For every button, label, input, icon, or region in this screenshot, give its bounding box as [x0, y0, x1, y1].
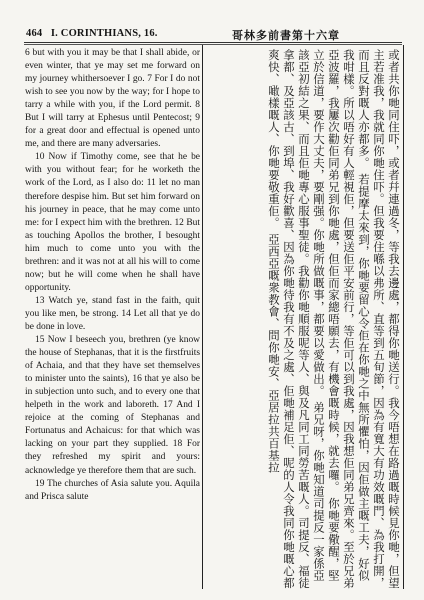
english-paragraph: 13 Watch ye, stand fast in the faith, quit you like men, be strong. 14 Let all that ye do be done in love. — [25, 295, 200, 332]
page-header-left — [26, 28, 158, 39]
header-rule-thin — [24, 44, 402, 45]
page-header-right: 哥林多前書第十六章 — [232, 30, 340, 42]
english-column — [25, 47, 200, 504]
english-paragraph: 10 Now if Timothy come, see that he be with you without fear; for he worketh the work of the Lord, as I also do: 11 let no man therefore despise him. But set him forward on his journey in peace, that he may come unto me: for I expect him with the brethren. 12 But as touching Apollos the brother, I besought him much to come unto you with the brethren: and it was not at all his will to come now; but he will come when he shall have opportunity. — [25, 152, 200, 293]
english-paragraph: 15 Now I beseech you, brethren (ye know the house of Stephanas, that it is the firstfruits of Achaia, and that they have set themselves to minister unto the saints), 16 that ye also be in subjection unto such, and to every one that helpeth in the work and laboreth. 17 And I rejoice at the coming of Stephanas and Fortunatus and Achaicus: for that which was lacking on your part they supplied. 18 For they refreshed my spirit and yours: acknowledge ye therefore them that are such. — [25, 335, 200, 476]
right-border — [403, 45, 404, 589]
page-number: 464 — [26, 28, 43, 39]
header-rule — [24, 42, 402, 43]
english-paragraph: 6 but with you it may be that I shall abide, or even winter, that ye may set me forward on my journey whithersoever I go. 7 For I do not wish to see you now by the way; for I hope to tarry a while with you, if the Lord permit. 8 But I will tarry at Ephesus until Pentecost; 9 for a great door and effectual is opened unto me, and there are many adversaries. — [25, 48, 200, 150]
english-paragraph: 19 The churches of Asia salute you. Aquila and Prisca salute — [25, 478, 200, 502]
column-divider — [202, 45, 203, 589]
chinese-column: 或者共你哋同住吓，或者幷連過冬，等我去邊處，都得你哋送行。我今唔想在路過嘅時候見你哋，但望主若准我，我就同你哋住吓。但我要住喺以弗所、直等到五旬節，因為有寬大有功效嘅門、為我打開，而且反對嘅人亦都多。 若提摩太來到，你哋要留心令佢在你哋之中無所懼怕，因佢做主嘅工夫，好似我咁樣。所以唔好有人輕視佢，但要送佢平安前行，等佢可以到我處，因我想佢同弟兄齊來。至於兄弟亞波羅，我屢次勸佢同弟兄到你哋處，但佢而家總唔願去，有機會嘅時候，就去囉。 你哋要儆醒，堅立於信道，要作大丈夫，要剛强。你哋所做嘅事，都要以愛做出。 弟兄呀，你哋知道司提反一家係亞該亞初結之果、而且佢哋專心服事聖徒。我勸你哋順服呢等人、與及凡同工同勞苦嘅人。司提反、福徒拿都、及亞該古、到埠、我好歡喜、因為你哋待我有不及之處、佢哋補足佢、呢的人令我同你哋嘅心都爽快、噉樣嘅人、你哋要敬重佢。 亞西亞嘅衆教會、問你哋安、亞居拉共百基拉 — [267, 49, 401, 589]
book-chapter: I. CORINTHIANS, 16. — [50, 28, 158, 39]
